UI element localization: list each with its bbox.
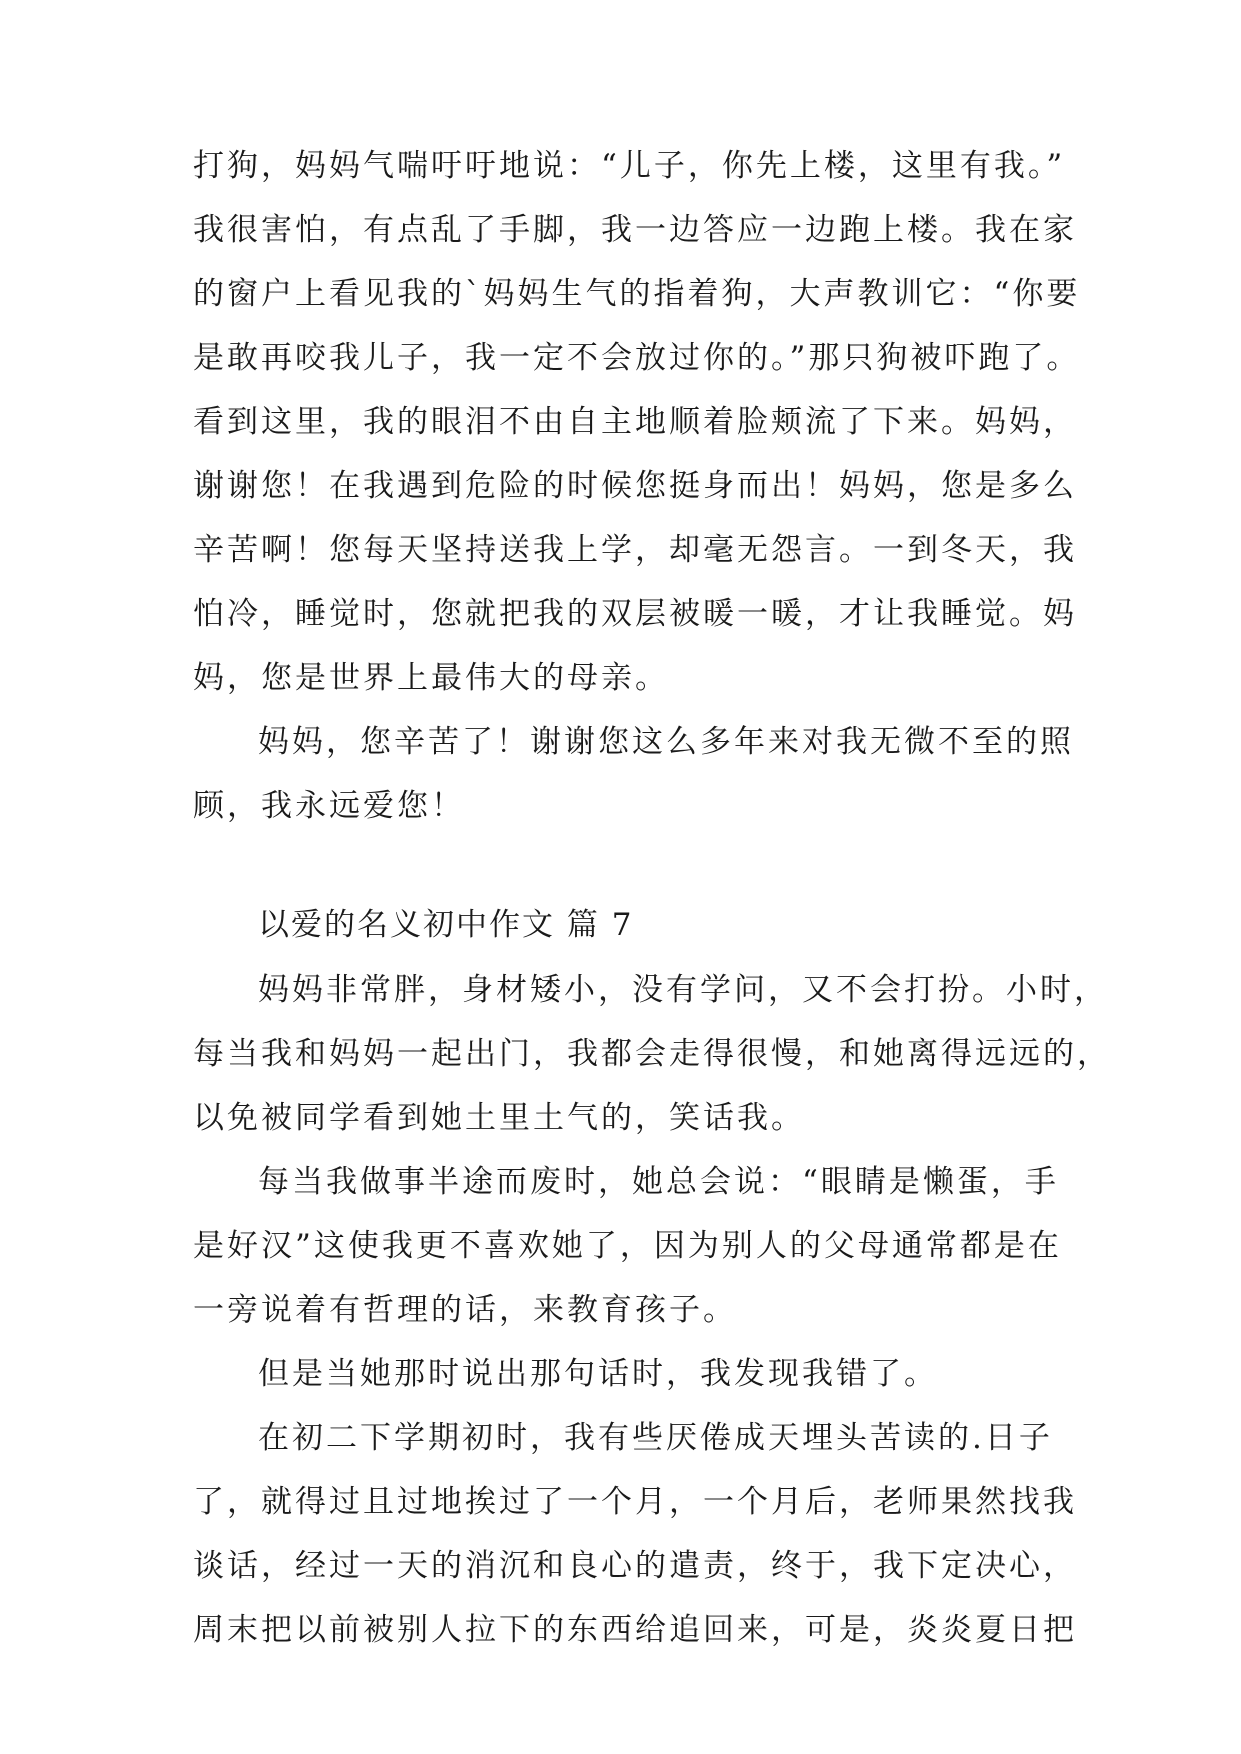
text-line: 打狗，妈妈气喘吁吁地说：“儿子，你先上楼，这里有我。” bbox=[193, 148, 1066, 184]
text-line: 怕冷，睡觉时，您就把我的双层被暖一暖，才让我睡觉。妈 bbox=[193, 596, 1077, 632]
text-line: 是好汉”这使我更不喜欢她了，因为别人的父母通常都是在 bbox=[193, 1228, 1062, 1264]
text-line: 每当我做事半途而废时，她总会说：“眼睛是懒蛋，手 bbox=[258, 1164, 1059, 1200]
text-line: 是敢再咬我儿子，我一定不会放过你的。”那只狗被吓跑了。 bbox=[193, 340, 1081, 376]
section-heading: 以爱的名义初中作文 篇 7 bbox=[258, 907, 634, 943]
text-line: 周末把以前被别人拉下的东西给追回来，可是，炎炎夏日把 bbox=[193, 1612, 1077, 1648]
text-line: 一旁说着有哲理的话，来教育孩子。 bbox=[193, 1292, 737, 1328]
text-line: 的窗户上看见我的`妈妈生气的指着狗，大声教训它：“你要 bbox=[193, 276, 1081, 312]
text-line: 辛苦啊！您每天坚持送我上学，却毫无怨言。一到冬天，我 bbox=[193, 532, 1077, 568]
text-line: 谈话，经过一天的消沉和良心的遣责，终于，我下定决心， bbox=[193, 1548, 1077, 1584]
text-line: 妈妈非常胖，身材矮小，没有学问，又不会打扮。小时， bbox=[258, 972, 1108, 1008]
text-line: 以免被同学看到她土里土气的，笑话我。 bbox=[193, 1100, 805, 1136]
text-line: 了，就得过且过地挨过了一个月，一个月后，老师果然找我 bbox=[193, 1484, 1077, 1520]
text-line: 看到这里，我的眼泪不由自主地顺着脸颊流了下来。妈妈， bbox=[193, 404, 1077, 440]
text-line: 我很害怕，有点乱了手脚，我一边答应一边跑上楼。我在家 bbox=[193, 212, 1077, 248]
text-line: 每当我和妈妈一起出门，我都会走得很慢，和她离得远远的， bbox=[193, 1036, 1111, 1072]
text-line: 妈妈，您辛苦了！谢谢您这么多年来对我无微不至的照 bbox=[258, 724, 1074, 760]
text-line: 但是当她那时说出那句话时，我发现我错了。 bbox=[258, 1356, 938, 1392]
text-line: 谢谢您！在我遇到危险的时候您挺身而出！妈妈，您是多么 bbox=[193, 468, 1077, 504]
text-line: 妈，您是世界上最伟大的母亲。 bbox=[193, 660, 669, 696]
text-line: 顾，我永远爱您！ bbox=[193, 788, 465, 824]
text-line: 在初二下学期初时，我有些厌倦成天埋头苦读的.日子 bbox=[258, 1420, 1053, 1456]
